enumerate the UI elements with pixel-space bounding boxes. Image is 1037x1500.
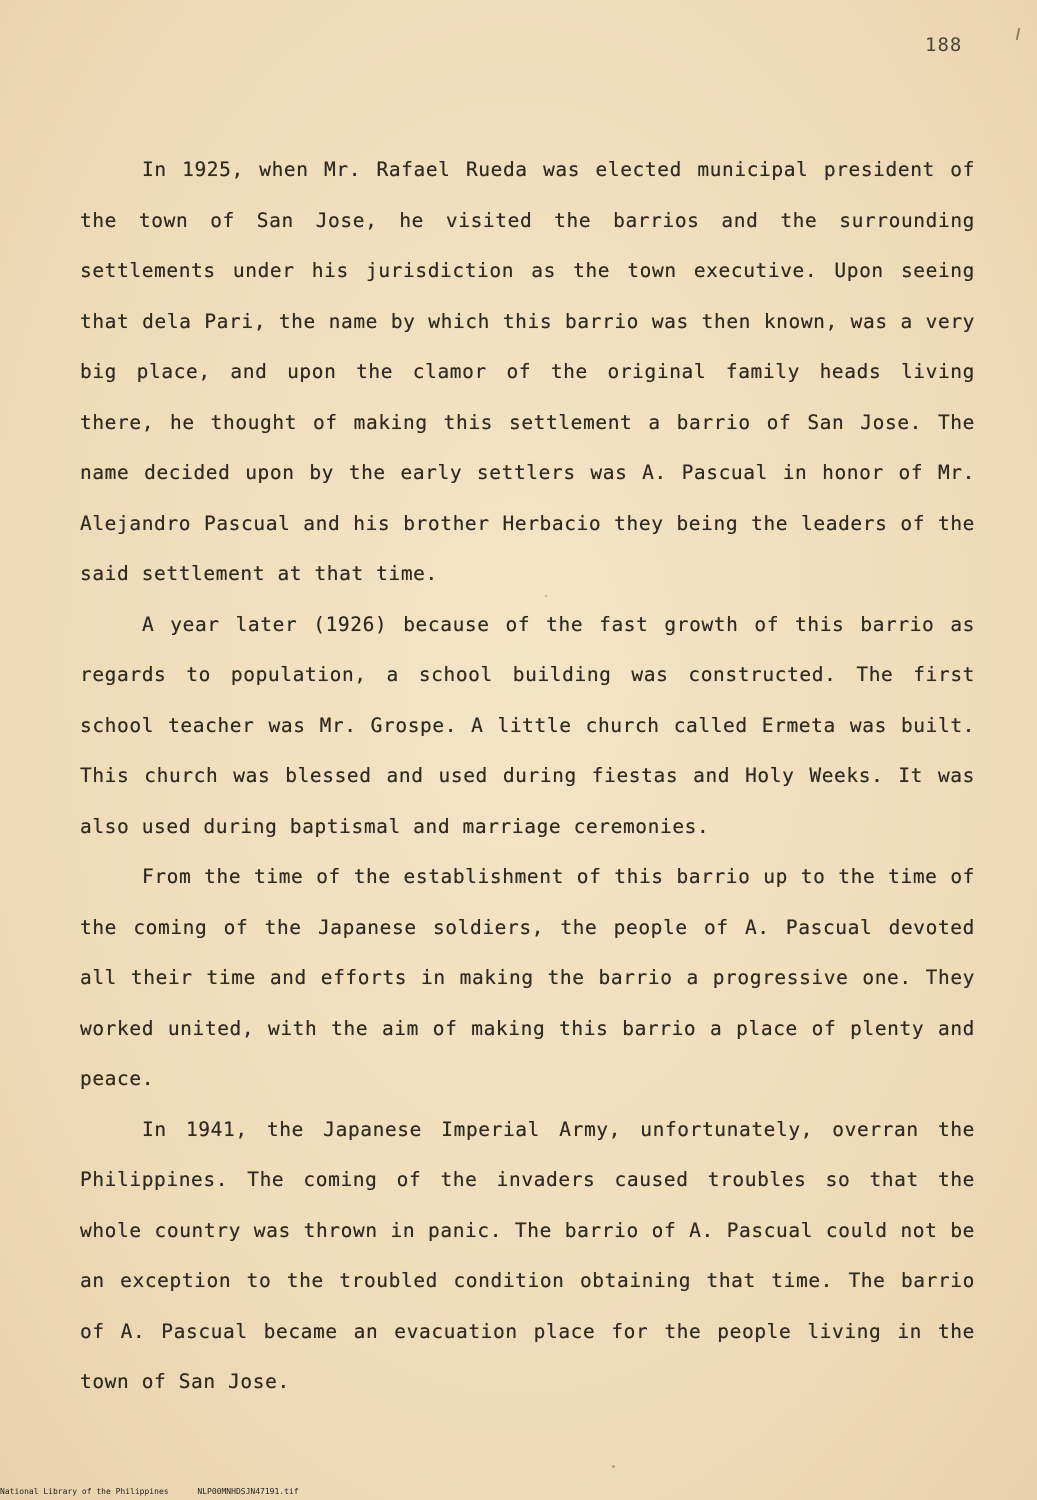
document-body	[80, 145, 975, 1408]
paragraph: In 1925, when Mr. Rafael Rueda was elected municipal president of the town of San Jose, he visited the barrios and the surrounding settlements under his jurisdiction as the town executive. Upon seeing that dela Pari, the name by which this barrio was then known, was a very big place, and upon the clamor of the original family heads living there, he thought of making this settlement a barrio of San Jose. The name decided upon by the early settlers was A. Pascual in honor of Mr. Alejandro Pascual and his brother Herbacio they being the leaders of the said settlement at that time.	[80, 158, 975, 585]
paper-speck	[545, 595, 547, 597]
pencil-mark	[1016, 28, 1020, 40]
paragraph: From the time of the establishment of this barrio up to the time of the coming of the Japanese soldiers, the people of A. Pascual devoted all their time and efforts in making the barrio a progressive one. They worked united, with the aim of making this barrio a place of plenty and peace.	[80, 865, 975, 1090]
paragraph: In 1941, the Japanese Imperial Army, unfortunately, overran the Philippines. The coming of the invaders caused troubles so that the whole country was thrown in panic. The barrio of A. Pascual could not be an exception to the troubled condition obtaining that time. The barrio of A. Pascual became an evacuation place for the people living in the town of San Jose.	[80, 1117, 975, 1393]
footer-library: National Library of the Philippines	[0, 1487, 169, 1496]
scan-footer	[0, 1487, 323, 1496]
paragraph: A year later (1926) because of the fast growth of this barrio as regards to population, a school building was constructed. The first school teacher was Mr. Grospe. A little church called Ermeta was built. This church was blessed and used during fiestas and Holy Weeks. It was also used during baptismal and marriage ceremonies.	[80, 612, 975, 838]
page-number: 188	[925, 34, 963, 56]
paper-speck	[612, 1465, 615, 1468]
footer-filename: NLP00MNHDSJN47191.tif	[197, 1487, 299, 1496]
